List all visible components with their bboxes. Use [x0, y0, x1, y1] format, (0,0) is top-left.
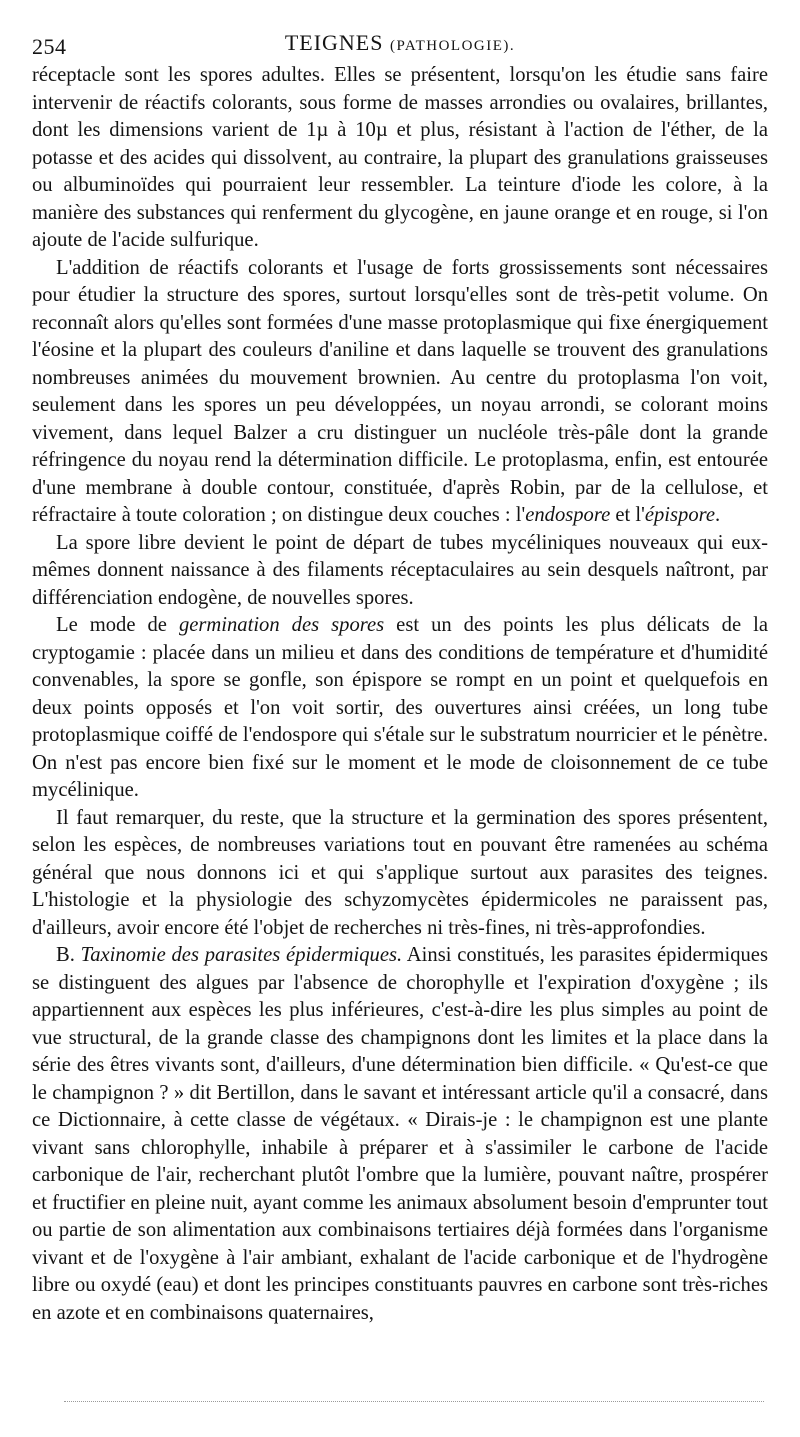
paragraph-5: Il faut remarquer, du reste, que la structure et la germination des spores présentent, selon les espèces, de nombreuses variations tout en pouvant être ramenées au schéma général que nous donnons ici et qui s'applique surtout aux parasites des teignes. L'histologie et la physiologie des schyzomycètes épidermicoles ne paraissent pas, d'ailleurs, avoir encore été l'objet de recherches ni très-fines, ni très-approfondies. — [32, 806, 768, 939]
footer-rule — [64, 1401, 764, 1402]
paragraph-2-text-a: L'addition de réactifs colorants et l'usage de forts grossissements sont nécessaires pour étudier la structure des spores, surtout lorsqu'elles sont de très-petit volume. On reconnaît alors qu'elles sont formées d'une masse protoplasmique qui fixe énergiquement l'éosine et la plupart des couleurs d'aniline et dans laquelle se trouvent des granulations nombreuses animées du mouvement brownien. Au centre du protoplasma l'on voit, seulement dans les spores un peu développées, un noyau arrondi, se colorant moins vivement, dans lequel Balzer a cru distinguer un nucléole très-pâle dont la grande réfringence du noyau rend la détermination difficile. Le protoplasma, enfin, est entourée d'une membrane à double contour, constituée, d'après Robin, par de la cellulose, et réfractaire à toute coloration ; on distingue deux couches : l' — [32, 256, 768, 526]
term-epispore: épispore — [644, 504, 716, 526]
running-head — [32, 30, 768, 56]
page-header — [32, 18, 768, 58]
term-endospore: endospore — [525, 504, 611, 526]
section-heading-taxinomie: Taxinomie des parasites épidermiques. — [80, 944, 403, 966]
paragraph-1: réceptacle sont les spores adultes. Elles se présentent, lorsqu'on les étudie sans faire intervenir de réactifs colorants, sous forme de masses arrondies ou ovalaires, brillantes, dont les dimensions varient de 1µ à 10µ et plus, résistant à l'action de l'éther, de la potasse et des acides qui dissolvent, au contraire, la plupart des granulations graisseuses ou albuminoïdes qui pourraient leur ressembler. La teinture d'iode les colore, à la manière des substances qui renferment du glycogène, en jaune orange et en rouge, si l'on ajoute de l'acide sulfurique. — [32, 64, 768, 251]
page-number: 254 — [32, 34, 67, 59]
paragraph-2-text-b: et l' — [610, 504, 645, 526]
section-label-b: B. — [56, 944, 81, 966]
term-germination: germination des spores — [178, 614, 385, 636]
paragraph-6 — [32, 942, 768, 1327]
paragraph-2-text-c: . — [715, 504, 721, 526]
document-page — [32, 18, 768, 1327]
body-text — [32, 62, 768, 1327]
running-head-subtitle: (PATHOLOGIE). — [389, 38, 516, 54]
paragraph-4-text-b: est un des points les plus délicats de la cryptogamie : placée dans un milieu et dans des conditions de température et d'humidité convenables, la spore se gonfle, son épispore se rompt en un point et quelquefois en deux points opposés et l'on voit sortir, des ouvertures ainsi créées, un long tube protoplasmique coiffé de l'endospore qui s'étale sur le substratum nourricier et le pénètre. On n'est pas encore bien fixé sur le moment et le mode de cloisonnement de ce tube mycélinique. — [32, 614, 768, 801]
running-head-title: TEIGNES — [284, 30, 384, 55]
paragraph-3: La spore libre devient le point de départ de tubes mycéliniques nouveaux qui eux-mêmes donnent naissance à des filaments réceptaculaires au sein desquels naîtront, par différenciation endogène, de nouvelles spores. — [32, 531, 768, 609]
paragraph-2 — [32, 255, 768, 530]
paragraph-6-text: Ainsi constitués, les parasites épidermiques se distinguent des algues par l'absence de chorophylle et l'expiration d'oxygène ; ils appartiennent aux espèces les plus inférieures, c'est-à-dire les plus simples au point de vue structural, de la grande classe des champignons dont les limites et la place dans la série des êtres vivants sont, d'ailleurs, d'une détermination bien difficile. « Qu'est-ce que le champignon ? » dit Bertillon, dans le savant et intéressant article qu'il a consacré, dans ce Dictionnaire, à cette classe de végétaux. « Dirais-je : le champignon est une plante vivant sans chlorophylle, inhabile à préparer et à s'assimiler le carbone de l'acide carbonique de l'air, recherchant plutôt l'ombre que la lumière, pouvant naître, prospérer et fructifier en pleine nuit, ayant comme les animaux absolument besoin d'emprunter tout ou partie de son alimentation aux combinaisons tertiaires déjà formées dans l'organisme vivant et de l'oxygène à l'air ambiant, exhalant de l'acide carbonique et de l'hydrogène libre ou oxydé (eau) et dont les principes constituants pauvres en carbone sont très-riches en azote et en combinaisons quaternaires, — [32, 944, 768, 1324]
paragraph-4-text-a: Le mode de — [56, 614, 179, 636]
paragraph-4 — [32, 612, 768, 805]
